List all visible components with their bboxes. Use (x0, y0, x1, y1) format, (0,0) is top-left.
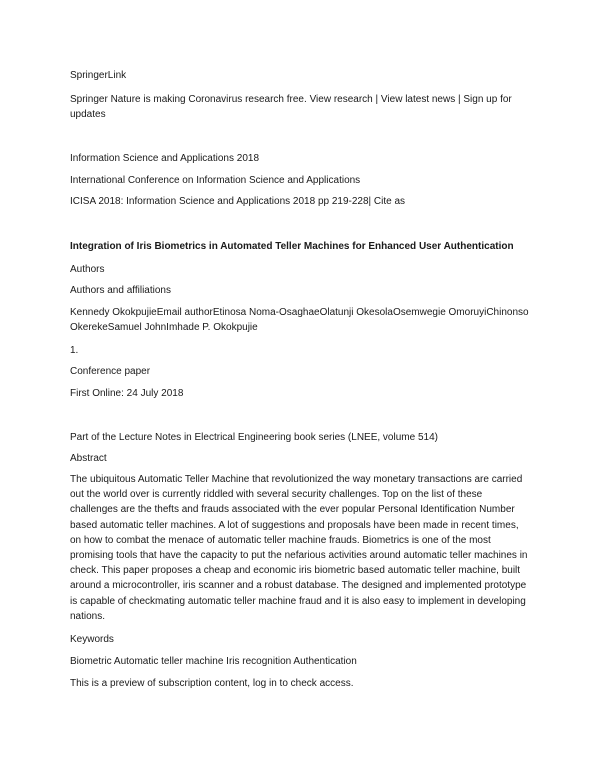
content-type: Conference paper (70, 366, 151, 377)
affiliation-list-marker: 1. (70, 345, 79, 356)
authors-and-affiliations-link[interactable]: Authors and affiliations (70, 285, 171, 296)
series-citation-line (70, 194, 530, 209)
banner-separator: | (375, 94, 379, 105)
article-title: Integration of Iris Biometrics in Automated Teller Machines for Enhanced User Authentication (70, 241, 514, 252)
first-online-date: First Online: 24 July 2018 (70, 388, 184, 399)
cite-as-link[interactable]: Cite as (373, 196, 406, 207)
view-latest-news-link[interactable]: View latest news (380, 94, 456, 105)
preview-access-note[interactable]: This is a preview of subscription content, log in to check access. (70, 678, 354, 689)
keywords-list[interactable]: Biometric Automatic teller machine Iris recognition Authentication (70, 656, 357, 667)
keywords-heading: Keywords (70, 634, 114, 645)
book-title[interactable]: Information Science and Applications 2018 (70, 153, 260, 164)
view-research-link[interactable]: View research (309, 94, 373, 105)
authors-list[interactable]: Kennedy OkokpujieEmail authorEtinosa Noma-OsaghaeOlatunji OkesolaOsemwegie OmoruyiChinonso OkerekeSamuel JohnImhade P. Okokpujie (70, 307, 529, 333)
site-name[interactable]: SpringerLink (70, 70, 127, 81)
authors-heading: Authors (70, 264, 105, 275)
abstract-text: The ubiquitous Automatic Teller Machine that revolutionized the way monetary transactions are carried out the world over is currently riddled with several security challenges. Top on the list of these challenges are the thefts and frauds associated with the ever popular Personal Identification Number based automatic teller machines. A lot of suggestions and proposals have been made in recent times, on how to combat the menace of automatic teller machine frauds. Biometrics is one of the most promising tools that have the capacity to put the nefarious activities around automatic teller machines in check. This paper proposes a cheap and economic iris biometric based automatic teller machine, built around a microcontroller, iris scanner and a robust database. The designed and implemented prototype is capable of checkmating automatic teller machine fraud and it is also easy to implement in developing nations. (70, 474, 528, 622)
proceedings-pages: ICISA 2018: Information Science and Applications 2018 pp 219-228| (70, 196, 372, 207)
abstract-heading: Abstract (70, 453, 107, 464)
covid-banner (70, 92, 520, 122)
sign-up-for-updates-link[interactable]: Sign up for updates (70, 94, 512, 120)
banner-message: Springer Nature is making Coronavirus research free. (70, 94, 307, 105)
banner-separator: | (458, 94, 461, 105)
book-series-note[interactable]: Part of the Lecture Notes in Electrical Engineering book series (LNEE, volume 514) (70, 432, 438, 443)
conference-name[interactable]: International Conference on Information Science and Applications (70, 175, 361, 186)
